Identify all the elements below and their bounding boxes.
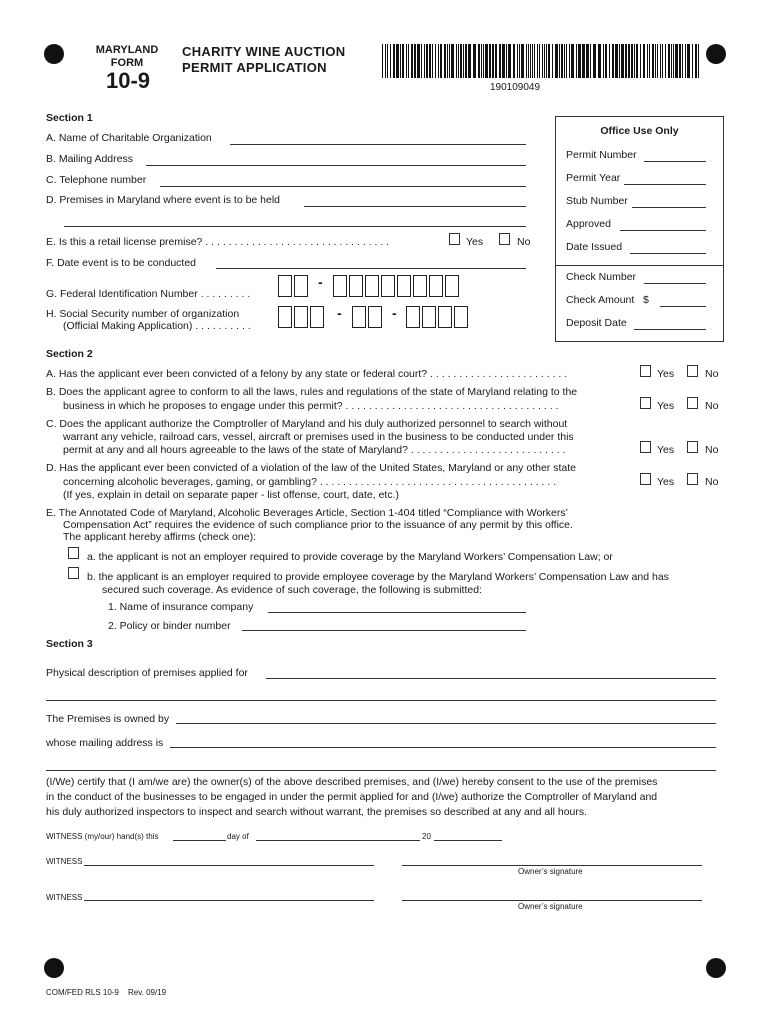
s1-e-yes-checkbox[interactable] [449,233,460,245]
owner-signature-field-1[interactable] [402,865,702,866]
registration-mark-top-left [44,44,64,64]
witness-hands-label: WITNESS (my/our) hand(s) this [46,832,159,841]
s1-b-field[interactable] [146,165,526,166]
s2-a-label: A. Has the applicant ever been convicted of a felony by any state or federal court? . . . . . . . . . . . . . . . . . . . . . . . . [46,368,568,380]
s2-c-yes-label: Yes [657,444,675,456]
s1-a-label: A. Name of Charitable Organization [46,132,212,144]
section3-title: Section 3 [46,638,93,650]
witness-signature-field-1[interactable] [84,865,374,866]
owner-mailing-field[interactable] [170,747,716,748]
office-check-number: Check Number [566,271,637,283]
office-permit-number: Permit Number [566,149,637,161]
s2-b-no-checkbox[interactable] [687,397,698,409]
s1-e-no-label: No [517,236,531,248]
s1-e-no-checkbox[interactable] [499,233,510,245]
s2-e-option-a-checkbox[interactable] [68,547,79,559]
office-approved: Approved [566,218,611,230]
ssn-dash-1: - [337,305,342,321]
s2-a-no-checkbox[interactable] [687,365,698,377]
witness-year-field[interactable] [434,840,502,841]
s2-d-label-3: (If yes, explain in detail on separate paper - list offense, court, date, etc.) [63,489,399,501]
office-use-box [555,116,724,342]
s2-e-label-3: The applicant hereby affirms (check one): [63,531,256,543]
office-check-amount: Check Amount $ [566,294,649,306]
office-deposit-date: Deposit Date [566,317,627,329]
certification-line-1: (I/We) certify that (I am/we are) the owner(s) of the above described premises, and (I/we) hereby consent to the use of the premises [46,776,658,788]
s2-b-yes-checkbox[interactable] [640,397,651,409]
s2-e-label-1: E. The Annotated Code of Maryland, Alcoholic Beverages Article, Section 1-404 titled “Compliance with Workers’ [46,507,568,519]
owner-signature-label-1: Owner’s signature [518,867,583,876]
registration-mark-bottom-right [706,958,726,978]
s2-b-yes-label: Yes [657,400,675,412]
section1-title: Section 1 [46,112,93,124]
s1-a-field[interactable] [230,144,526,145]
s2-c-label-3: permit at any and all hours agreeable to the laws of the state of Maryland? . . . . . . . . . . . . . . . . . . . . . . . . . . . [63,444,566,456]
s2-e-option-a-label: a. the applicant is not an employer required to provide coverage by the Maryland Workers’ Compensation Law; or [87,551,613,563]
s1-g-label: G. Federal Identification Number . . . . . . . . . [46,288,251,300]
registration-mark-bottom-left [44,958,64,978]
physical-description-field[interactable] [266,678,716,679]
section2-title: Section 2 [46,348,93,360]
s2-d-label-1: D. Has the applicant ever been convicted of a violation of the law of the United States, Maryland or any other state [46,462,576,474]
s2-d-no-label: No [705,476,719,488]
s2-b-no-label: No [705,400,719,412]
s1-e-label: E. Is this a retail license premise? . . . . . . . . . . . . . . . . . . . . . . . . . . . . . . . . [46,236,390,248]
s1-d-field[interactable] [304,206,526,207]
witness-month-field[interactable] [256,840,420,841]
s2-d-yes-label: Yes [657,476,675,488]
s2-a-yes-label: Yes [657,368,675,380]
physical-description-field-2[interactable] [46,700,716,701]
owner-signature-field-2[interactable] [402,900,702,901]
witness-label-2: WITNESS [46,893,83,902]
footer-revision: Rev. 09/19 [128,988,167,997]
s2-e-option-b-label-1: b. the applicant is an employer required to provide employee coverage by the Maryland Workers’ Compensation Law and has [87,571,669,583]
s2-d-yes-checkbox[interactable] [640,473,651,485]
s1-h-label-1: H. Social Security number of organization [46,308,240,320]
s1-b-label: B. Mailing Address [46,153,133,165]
owner-signature-label-2: Owner’s signature [518,902,583,911]
fein-dash: - [318,274,323,290]
s1-f-label: F. Date event is to be conducted [46,257,197,269]
s2-a-no-label: No [705,368,719,380]
form-label: FORM [110,57,144,69]
s1-c-field[interactable] [160,186,526,187]
s1-f-field[interactable] [216,268,526,269]
s1-d-field-2[interactable] [64,226,526,227]
s1-h-label-2: (Official Making Application) . . . . . . . . . . [63,320,251,332]
s2-a-yes-checkbox[interactable] [640,365,651,377]
s2-c-label-2: warrant any vehicle, railroad cars, vessel, aircraft or premises used in the business to be conducted under this [63,431,574,443]
form-state-label [92,44,162,70]
s2-b-label-1: B. Does the applicant agree to conform to all the laws, rules and regulations of the state of Maryland relating to the [46,386,578,398]
s2-d-label-2: concerning alcoholic beverages, gaming, or gambling? . . . . . . . . . . . . . . . . . . . . . . . . . . . . . . . . . . . . . . . . . [63,476,557,488]
s2-c-label-1: C. Does the applicant authorize the Comptroller of Maryland and his duly authorized personnel to search without [46,418,568,430]
policy-number-label: 2. Policy or binder number [108,620,231,632]
form-title [182,44,345,76]
year-prefix-label: 20 [422,832,431,841]
s2-e-label-2: Compensation Act” requires the evidence of such compliance prior to the issuance of any permit by this office. [63,519,573,531]
day-of-label: day of [227,832,249,841]
certification-line-2: in the conduct of the businesses to be engaged in under the permit applied for and (I/we) authorize the Comptroller of Maryland and [46,791,658,803]
office-permit-year: Permit Year [566,172,621,184]
s2-d-no-checkbox[interactable] [687,473,698,485]
registration-mark-top-right [706,44,726,64]
owned-by-label: The Premises is owned by [46,713,170,725]
ssn-dash-2: - [392,305,397,321]
s2-e-option-b-checkbox[interactable] [68,567,79,579]
physical-description-label: Physical description of premises applied for [46,667,248,679]
s1-d-label: D. Premises in Maryland where event is to be held [46,194,281,206]
insurance-company-field[interactable] [268,612,526,613]
s2-c-no-label: No [705,444,719,456]
s1-e-yes-label: Yes [466,236,484,248]
office-stub-number: Stub Number [566,195,628,207]
owner-mailing-label: whose mailing address is [46,737,164,749]
policy-number-field[interactable] [242,630,526,631]
witness-label-1: WITNESS [46,857,83,866]
owner-mailing-field-2[interactable] [46,770,716,771]
state-name: MARYLAND [95,44,159,56]
form-title-line1: CHARITY WINE AUCTION [182,44,346,59]
s2-c-no-checkbox[interactable] [687,441,698,453]
owned-by-field[interactable] [176,723,716,724]
form-number: 10-9 [106,68,151,93]
barcode [382,44,702,78]
s2-e-option-b-label-2: secured such coverage. As evidence of such coverage, the following is submitted: [102,584,482,596]
barcode-number: 190109049 [490,82,541,93]
office-use-title: Office Use Only [600,125,679,137]
s1-c-label: C. Telephone number [46,174,147,186]
form-title-line2: PERMIT APPLICATION [182,60,327,75]
witness-day-field[interactable] [173,840,226,841]
office-date-issued: Date Issued [566,241,623,253]
s2-c-yes-checkbox[interactable] [640,441,651,453]
witness-signature-field-2[interactable] [84,900,374,901]
footer-code: COM/FED RLS 10-9 [46,988,119,997]
s2-b-label-2: business in which he proposes to engage under this permit? . . . . . . . . . . . . . . . . . . . . . . . . . . . . . . . . . . . . . [63,400,559,412]
insurance-company-label: 1. Name of insurance company [108,601,254,613]
certification-line-3: his duly authorized inspectors to inspect and search without warrant, the premises so described at any and all hours. [46,806,588,818]
